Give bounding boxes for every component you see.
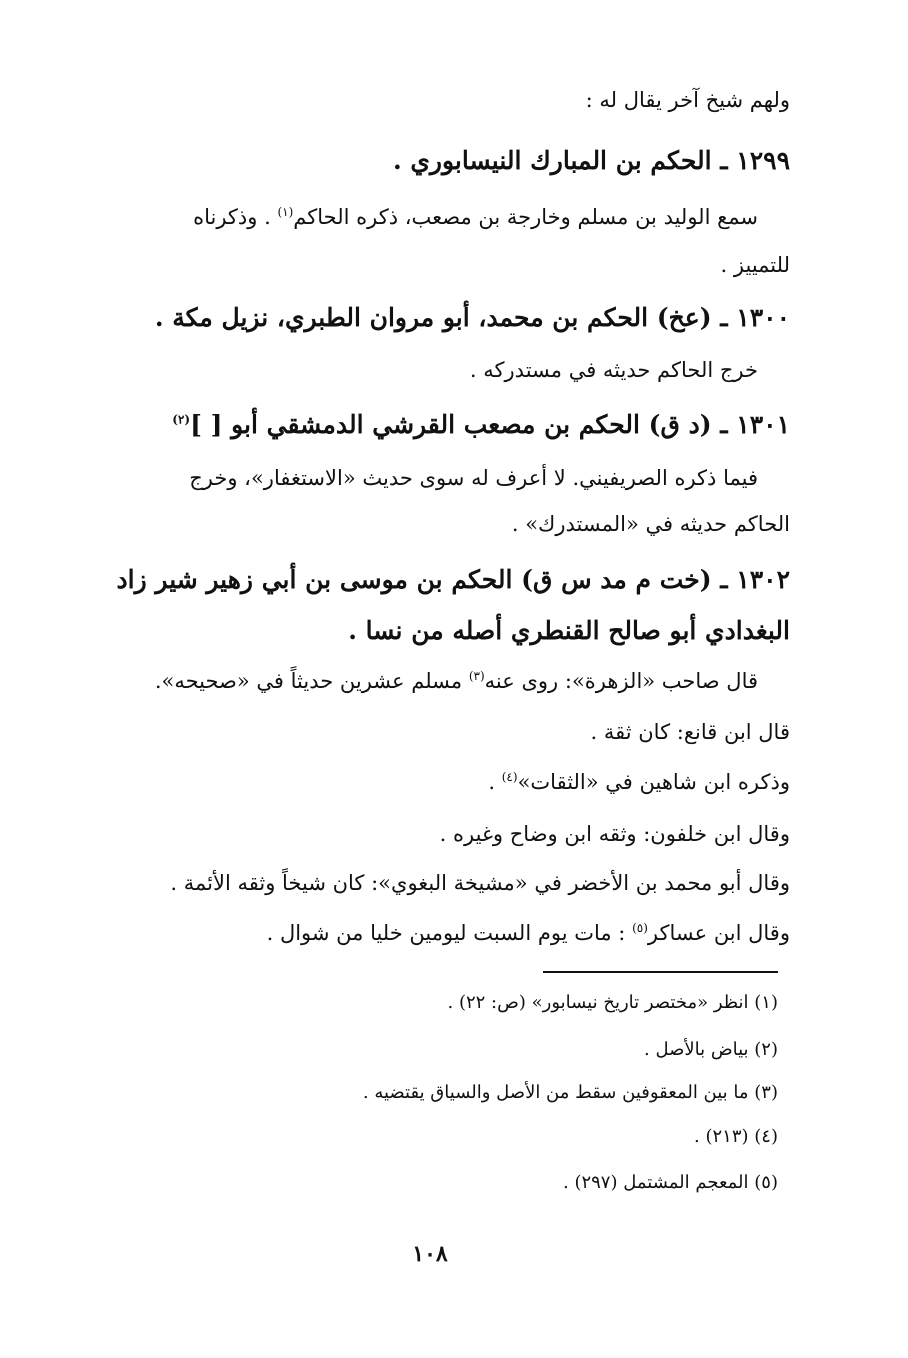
entry-1302-line4: وقال ابن خلفون: وثقه ابن وضاح وغيره .: [439, 822, 790, 846]
page-number: ١٠٨: [412, 1241, 448, 1267]
entry-1302-line5: وقال أبو محمد بن الأخضر في «مشيخة البغوي»: كان شيخاً وثقه الأئمة .: [170, 871, 790, 895]
footnote-ref-4: (٤): [501, 770, 518, 784]
footnote-3: (٣) ما بين المعقوفين سقط من الأصل والسياق يقتضيه .: [362, 1082, 778, 1103]
entry-1299-body-line1: [193, 205, 758, 229]
footnote-1: (١) انظر «مختصر تاريخ نيسابور» (ص: ٢٢) .: [447, 992, 778, 1013]
entry-1301-heading: [172, 410, 790, 439]
entry-1302-line2: قال ابن قانع: كان ثقة .: [590, 720, 790, 744]
entry-1299-text-a: سمع الوليد بن مسلم وخارجة بن مصعب، ذكره الحاكم: [293, 205, 758, 229]
entry-1302-line1-b: مسلم عشرين حديثاً في «صحيحه».: [154, 669, 469, 693]
entry-1302-line3-a: وذكره ابن شاهين في «الثقات»: [517, 770, 790, 794]
entry-1302-line6: [267, 921, 790, 945]
entry-1301-heading-text: ١٣٠١ ـ (د ق) الحكم بن مصعب القرشي الدمشقي أبو [ ]: [190, 410, 790, 439]
entry-1302-line6-a: وقال ابن عساكر: [647, 921, 790, 945]
book-page: [70, 0, 790, 1358]
entry-1302-line1: [155, 669, 758, 693]
intro-line: ولهم شيخ آخر يقال له :: [585, 88, 790, 112]
entry-1302-line3-b: .: [488, 770, 502, 794]
entry-1301-body-line1: فيما ذكره الصريفيني. لا أعرف له سوى حديث «الاستغفار»، وخرج: [189, 466, 758, 490]
footnote-2: (٢) بياض بالأصل .: [644, 1039, 778, 1060]
entry-1301-body-line2: الحاكم حديثه في «المستدرك» .: [511, 512, 790, 536]
entry-1299-body-line2: للتمييز .: [720, 253, 790, 277]
entry-1302-line1-a: قال صاحب «الزهرة»: روى عنه: [484, 669, 758, 693]
footnote-divider: [543, 971, 778, 973]
footnote-5: (٥) المعجم المشتمل (٢٩٧) .: [563, 1172, 778, 1193]
entry-1300-body: خرج الحاكم حديثه في مستدركه .: [469, 358, 758, 382]
entry-1302-heading-line1: ١٣٠٢ ـ (خت م مد س ق) الحكم بن موسى بن أبي زهير شير زاد: [116, 565, 790, 594]
entry-1302-heading-line2: البغدادي أبو صالح القنطري أصله من نسا .: [348, 616, 790, 645]
entry-1299-text-b: . وذكرناه: [193, 205, 278, 229]
entry-1302-line6-b: : مات يوم السبت ليومين خليا من شوال .: [266, 921, 633, 945]
footnote-4: (٤) (٢١٣) .: [694, 1126, 778, 1147]
entry-1299-heading: ١٢٩٩ ـ الحكم بن المبارك النيسابوري .: [392, 146, 790, 175]
footnote-ref-5: (٥): [632, 921, 648, 935]
entry-1302-line3: [488, 770, 790, 794]
footnote-ref-3: (٣): [468, 669, 485, 683]
footnote-ref-1: (١): [277, 205, 294, 219]
entry-1300-heading: ١٣٠٠ ـ (عخ) الحكم بن محمد، أبو مروان الطبري، نزيل مكة .: [154, 303, 790, 332]
footnote-ref-2: (٢): [172, 412, 191, 427]
